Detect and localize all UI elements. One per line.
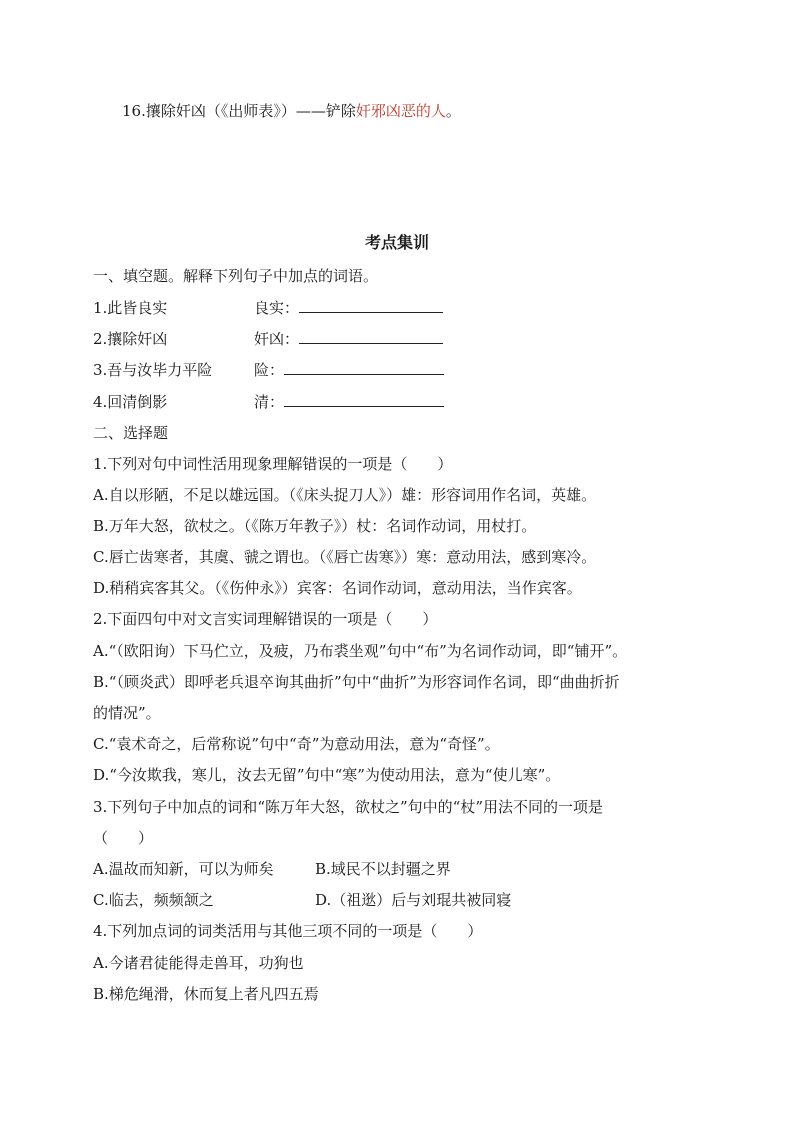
fill-label-2-text: 奸凶： — [254, 330, 300, 348]
question-line: 4.下列加点词的词类活用与其他三项不同的一项是（ ） — [93, 922, 483, 940]
fill-label-3 — [254, 360, 444, 380]
fill-label-4-text: 清： — [254, 393, 285, 411]
fill-label-1 — [254, 298, 443, 318]
option-line: B.“（顾炎武）即呼老兵退卒询其曲折”句中“曲折”为形容词作名词，即“曲曲折折 — [93, 673, 620, 691]
question-line: 2.下面四句中对文言实词理解错误的一项是（ ） — [93, 610, 438, 628]
top-note — [122, 100, 461, 121]
q3-option-d: D.（祖逖）后与刘琨共被同寝 — [315, 891, 512, 909]
q3-option-c: C.临去，频频颔之 — [93, 891, 214, 909]
option-line: A.“（欧阳询）下马伫立，及疲，乃布裘坐观”句中“布”为名词作动词，即“铺开”。 — [93, 642, 628, 660]
fill-label-1-text: 良实： — [254, 299, 300, 317]
option-line: B.万年大怒，欲杖之。（《陈万年教子》）杖：名词作动词，用杖打。 — [93, 517, 537, 535]
fill-label-3-text: 险： — [254, 361, 285, 379]
q3-option-a: A.温故而知新，可以为师矣 — [93, 860, 274, 878]
fill-question-4: 4.回清倒影 — [93, 393, 168, 411]
option-line: A.自以形陋，不足以雄远国。（《床头捉刀人》）雄：形容词用作名词，英雄。 — [93, 486, 597, 504]
answer-blank-4[interactable] — [284, 392, 444, 407]
fill-label-2 — [254, 329, 443, 349]
answer-blank-1[interactable] — [299, 298, 443, 313]
option-line: C.唇亡齿寒者，其虞、虢之谓也。（《唇亡齿寒》）寒：意动用法，感到寒冷。 — [93, 548, 597, 566]
fill-question-2: 2.攘除奸凶 — [93, 330, 168, 348]
question-line: 1.下列对句中词性活用现象理解错误的一项是（ ） — [93, 455, 453, 473]
fill-label-4 — [254, 392, 444, 412]
option-line: D.稍稍宾客其父。（《伤仲永》）宾客：名词作动词，意动用法，当作宾客。 — [93, 579, 582, 597]
top-note-suffix: 。 — [445, 102, 461, 120]
option-line: B.梯危绳滑，休而复上者凡四五焉 — [93, 985, 319, 1003]
fill-question-1: 1.此皆良实 — [93, 299, 168, 317]
fill-question-3: 3.吾与汝毕力平险 — [93, 361, 213, 379]
question-line: 3.下列句子中加点的词和“陈万年大怒，欲杖之”句中的“杖”用法不同的一项是 — [93, 798, 603, 816]
option-line-continued: 的情况”。 — [93, 704, 161, 722]
part1-heading: 一、填空题。解释下列句子中加点的词语。 — [93, 267, 379, 285]
option-line: D.“今汝欺我，寒儿，汝去无留”句中“寒”为使动用法，意为“使儿寒”。 — [93, 766, 561, 784]
top-note-highlight: 奸邪凶恶的人 — [355, 102, 446, 120]
answer-blank-3[interactable] — [284, 360, 444, 375]
section-title: 考点集训 — [364, 233, 429, 252]
option-line: C.“袁术奇之，后常称说”句中“奇”为意动用法，意为“奇怪”。 — [93, 735, 500, 753]
option-line: A.今诸君徒能得走兽耳，功狗也 — [93, 954, 304, 972]
question-line-continued: （ ） — [93, 829, 154, 847]
top-note-prefix: 16.攘除奸凶（《出师表》）——铲除 — [122, 102, 356, 120]
q3-option-b: B.域民不以封疆之界 — [315, 860, 451, 878]
answer-blank-2[interactable] — [299, 329, 443, 344]
part2-heading: 二、选择题 — [93, 424, 169, 442]
